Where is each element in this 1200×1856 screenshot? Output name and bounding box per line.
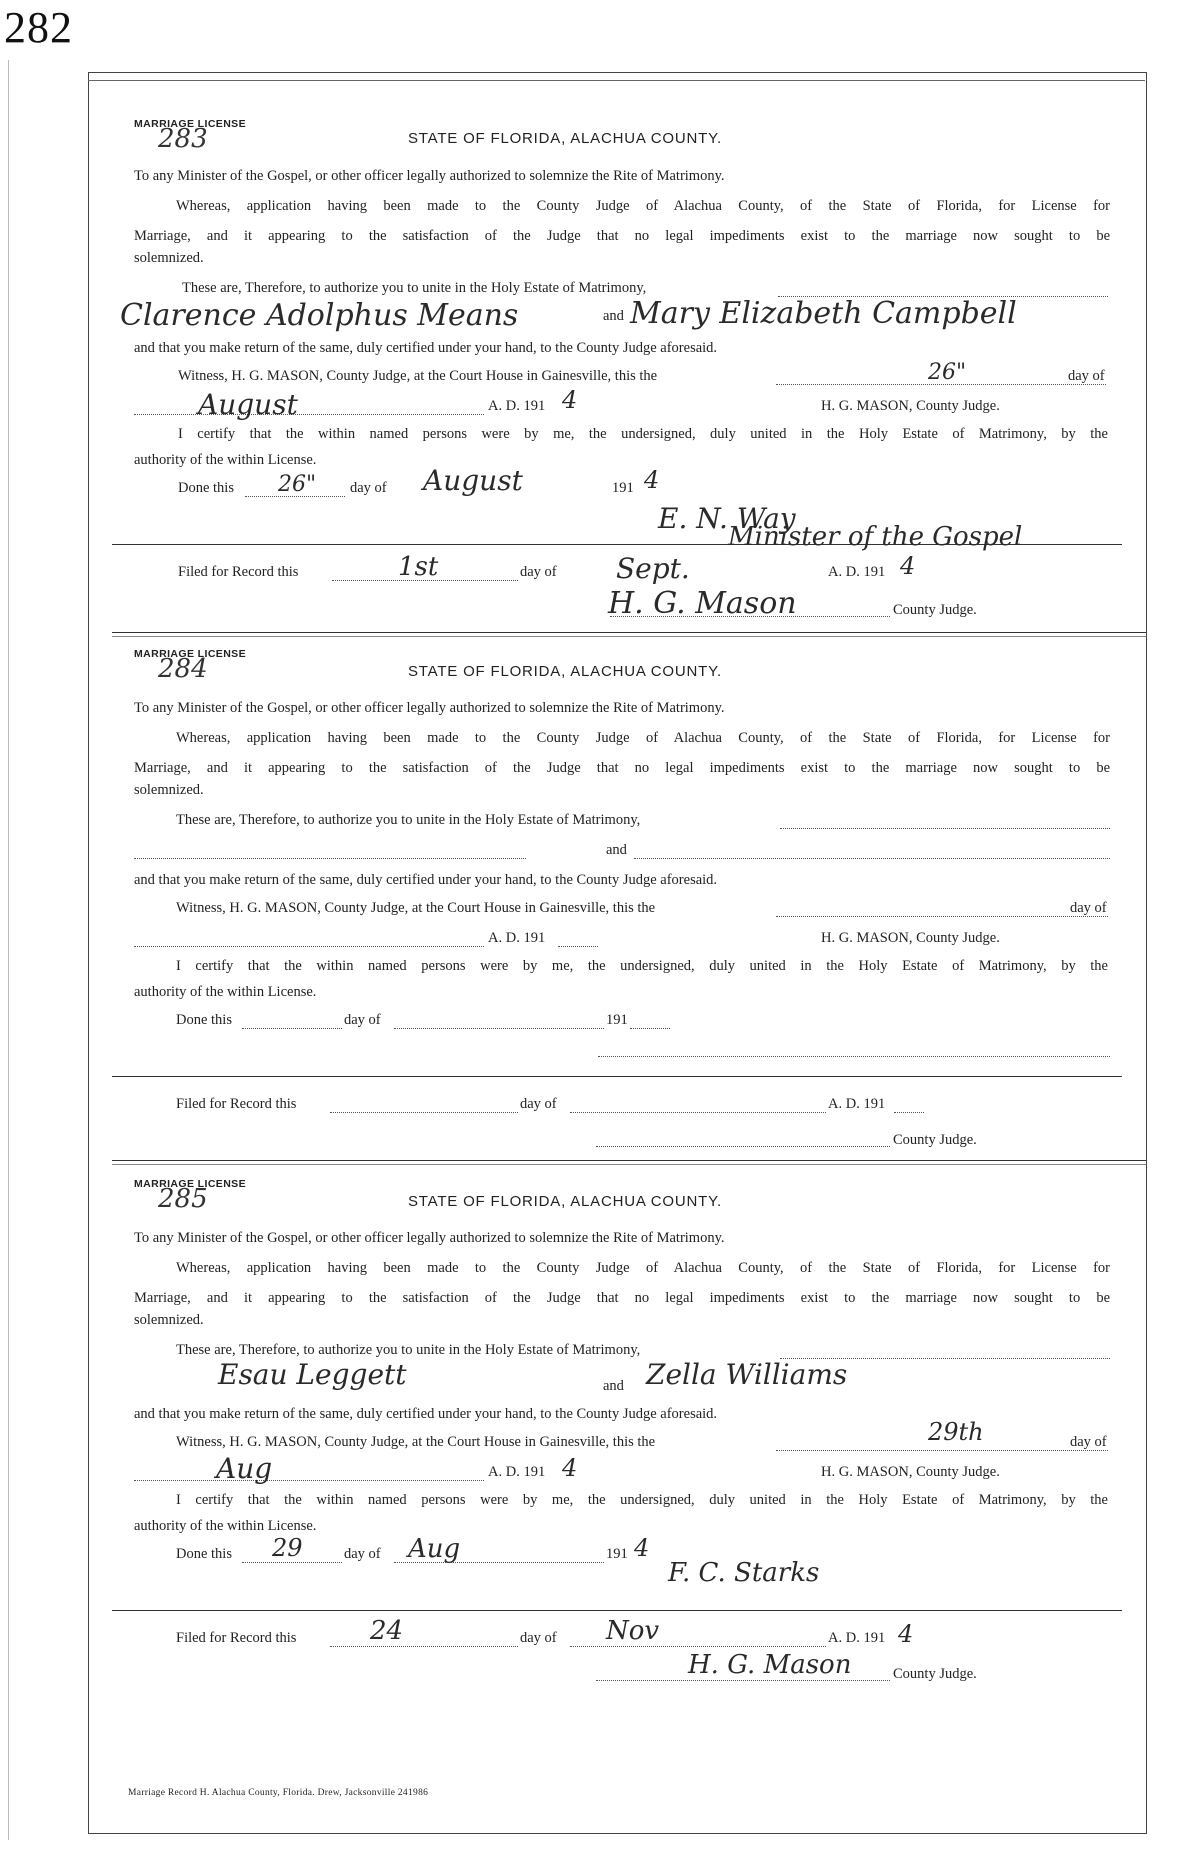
filed-month: Sept. — [616, 552, 690, 585]
whereas-line-2: Marriage, and it appearing to the satisfaction of the Judge that no legal impediments exist to the marriage now sought to be — [134, 1290, 1110, 1306]
clerk-signature-blank — [596, 1146, 890, 1147]
dotted-fill — [394, 1028, 604, 1029]
return-line: and that you make return of the same, duly certified under your hand, to the County Judge aforesaid. — [134, 872, 718, 888]
whereas-line-2: Marriage, and it appearing to the satisfaction of the Judge that no legal impediments exist to the marriage now sought to be — [134, 228, 1110, 244]
judge-signature-line: H. G. MASON, County Judge. — [821, 1464, 1000, 1480]
footer-imprint: Marriage Record H. Alachua County, Florida. Drew, Jacksonville 241986 — [128, 1788, 429, 1798]
officiant-signature: F. C. Starks — [668, 1558, 820, 1588]
state-heading: STATE OF FLORIDA, ALACHUA COUNTY. — [408, 663, 722, 680]
ad-label: A. D. 191 — [828, 564, 886, 580]
these-are-line: These are, Therefore, to authorize you to unite in the Holy Estate of Matrimony, — [176, 1342, 641, 1358]
day-of-label: day of — [344, 1546, 381, 1562]
bride-name-blank — [634, 858, 1110, 859]
dotted-fill — [134, 1480, 484, 1481]
page-frame — [88, 72, 1147, 1834]
county-judge-label: County Judge. — [893, 602, 977, 618]
whereas-line-3: solemnized. — [134, 250, 204, 266]
dotted-fill — [630, 1028, 670, 1029]
whereas-line-1: Whereas, application having been made to the County Judge of Alachua County, of the State of Florida, for License for — [176, 1260, 1110, 1276]
dotted-fill — [134, 414, 484, 415]
license-heading: MARRIAGE LICENSE — [134, 1178, 246, 1190]
section-divider — [112, 1164, 1146, 1165]
done-this-label: Done this — [176, 1012, 232, 1028]
dotted-fill — [242, 1562, 342, 1563]
section-rule — [112, 1076, 1122, 1077]
day-of-label: day of — [1070, 1434, 1107, 1450]
dotted-fill — [570, 1646, 826, 1647]
these-are-line: These are, Therefore, to authorize you to unite in the Holy Estate of Matrimony, — [182, 280, 647, 296]
done-this-label: Done this — [176, 1546, 232, 1562]
day-of-label: day of — [520, 564, 557, 580]
bride-name: Zella Williams — [646, 1358, 848, 1391]
witness-day: 29th — [928, 1418, 984, 1446]
dotted-fill — [894, 1112, 924, 1113]
return-line: and that you make return of the same, duly certified under your hand, to the County Judge aforesaid. — [134, 340, 718, 356]
filed-year: 4 — [900, 552, 916, 580]
filed-day: 1st — [398, 552, 439, 582]
done-month: August — [423, 464, 523, 497]
these-are-line: These are, Therefore, to authorize you to unite in the Holy Estate of Matrimony, — [176, 812, 641, 828]
dotted-fill — [780, 828, 1110, 829]
day-of-label: day of — [520, 1096, 557, 1112]
whereas-line-3: solemnized. — [134, 782, 204, 798]
ad-label: A. D. 191 — [828, 1630, 886, 1646]
judge-signature-line: H. G. MASON, County Judge. — [821, 398, 1000, 414]
bride-name: Mary Elizabeth Campbell — [630, 296, 1017, 331]
witness-year: 4 — [562, 1454, 578, 1482]
groom-name: Clarence Adolphus Means — [120, 298, 519, 333]
state-heading: STATE OF FLORIDA, ALACHUA COUNTY. — [408, 1193, 722, 1210]
dotted-fill — [776, 916, 1108, 917]
certify-line-1: I certify that the within named persons were by me, the undersigned, duly united in the Holy Estate of Matrimony, by the — [176, 958, 1108, 974]
and-word: and — [603, 308, 624, 324]
witness-year: 4 — [562, 386, 578, 414]
dotted-fill — [570, 1112, 826, 1113]
done-day: 29 — [272, 1534, 303, 1562]
dotted-fill — [558, 946, 598, 947]
ad-label: A. D. 191 — [488, 930, 546, 946]
filed-label: Filed for Record this — [178, 564, 299, 580]
witness-month: Aug — [216, 1452, 273, 1485]
done-this-label: Done this — [178, 480, 234, 496]
dotted-fill — [776, 1450, 1108, 1451]
certify-line-1: I certify that the within named persons were by me, the undersigned, duly united in the Holy Estate of Matrimony, by the — [176, 1492, 1108, 1508]
day-of-label: day of — [1068, 368, 1105, 384]
dotted-fill — [330, 1646, 518, 1647]
day-of-label: day of — [520, 1630, 557, 1646]
license-number: 285 — [158, 1184, 208, 1214]
address-line: To any Minister of the Gospel, or other officer legally authorized to solemnize the Rite of Matrimony. — [134, 168, 725, 184]
done-year: 4 — [644, 466, 660, 494]
filed-year: 4 — [898, 1620, 914, 1648]
county-judge-label: County Judge. — [893, 1132, 977, 1148]
clerk-signature: H. G. Mason — [608, 586, 797, 621]
license-heading: MARRIAGE LICENSE — [134, 118, 246, 130]
certify-line-2: authority of the within License. — [134, 452, 317, 468]
section-rule — [112, 1610, 1122, 1611]
ad-label: A. D. 191 — [488, 398, 546, 414]
license-heading: MARRIAGE LICENSE — [134, 648, 246, 660]
section-divider — [112, 1160, 1146, 1161]
ad-label: A. D. 191 — [828, 1096, 886, 1112]
groom-name: Esau Leggett — [218, 1358, 407, 1391]
section-divider — [112, 636, 1146, 637]
year-prefix: 191 — [606, 1546, 628, 1562]
dotted-fill — [134, 946, 484, 947]
filed-month: Nov — [606, 1616, 660, 1646]
filed-label: Filed for Record this — [176, 1630, 297, 1646]
year-prefix: 191 — [612, 480, 634, 496]
officiant-signature: E. N. Way — [658, 502, 796, 535]
return-line: and that you make return of the same, duly certified under your hand, to the County Judge aforesaid. — [134, 1406, 718, 1422]
whereas-line-2: Marriage, and it appearing to the satisfaction of the Judge that no legal impediments exist to the marriage now sought to be — [134, 760, 1110, 776]
frame-inner-rule — [88, 80, 1145, 81]
whereas-line-3: solemnized. — [134, 1312, 204, 1328]
done-month: Aug — [408, 1534, 461, 1564]
license-number: 284 — [158, 654, 208, 684]
witness-month: August — [198, 388, 298, 421]
state-heading: STATE OF FLORIDA, ALACHUA COUNTY. — [408, 130, 722, 147]
done-year: 4 — [634, 1534, 650, 1562]
address-line: To any Minister of the Gospel, or other officer legally authorized to solemnize the Rite of Matrimony. — [134, 700, 725, 716]
certify-line-2: authority of the within License. — [134, 1518, 317, 1534]
binding-margin-line — [8, 60, 9, 1840]
county-judge-label: County Judge. — [893, 1666, 977, 1682]
day-of-label: day of — [350, 480, 387, 496]
year-prefix: 191 — [606, 1012, 628, 1028]
certify-line-1: I certify that the within named persons were by me, the undersigned, duly united in the Holy Estate of Matrimony, by the — [178, 426, 1108, 442]
officiant-blank — [598, 1056, 1110, 1057]
groom-name-blank — [134, 858, 526, 859]
officiant-title: Minister of the Gospel — [728, 522, 1023, 552]
clerk-signature: H. G. Mason — [688, 1650, 852, 1680]
whereas-line-1: Whereas, application having been made to the County Judge of Alachua County, of the State of Florida, for License for — [176, 198, 1110, 214]
day-of-label: day of — [344, 1012, 381, 1028]
filed-label: Filed for Record this — [176, 1096, 297, 1112]
dotted-fill — [596, 1680, 890, 1681]
witness-line: Witness, H. G. MASON, County Judge, at the Court House in Gainesville, this the — [176, 900, 656, 916]
dotted-fill — [330, 1112, 518, 1113]
license-number: 283 — [158, 124, 208, 154]
filed-day: 24 — [370, 1616, 404, 1646]
day-of-label: day of — [1070, 900, 1107, 916]
whereas-line-1: Whereas, application having been made to the County Judge of Alachua County, of the State of Florida, for License for — [176, 730, 1110, 746]
witness-day: 26" — [928, 360, 967, 385]
address-line: To any Minister of the Gospel, or other officer legally authorized to solemnize the Rite of Matrimony. — [134, 1230, 725, 1246]
certify-line-2: authority of the within License. — [134, 984, 317, 1000]
done-day: 26" — [278, 472, 317, 497]
ad-label: A. D. 191 — [488, 1464, 546, 1480]
and-word: and — [603, 1378, 624, 1394]
and-word: and — [606, 842, 627, 858]
page-number: 282 — [4, 3, 73, 52]
dotted-fill — [242, 1028, 342, 1029]
witness-line: Witness, H. G. MASON, County Judge, at the Court House in Gainesville, this the — [176, 1434, 656, 1450]
section-divider — [112, 632, 1146, 633]
witness-line: Witness, H. G. MASON, County Judge, at the Court House in Gainesville, this the — [178, 368, 658, 384]
judge-signature-line: H. G. MASON, County Judge. — [821, 930, 1000, 946]
